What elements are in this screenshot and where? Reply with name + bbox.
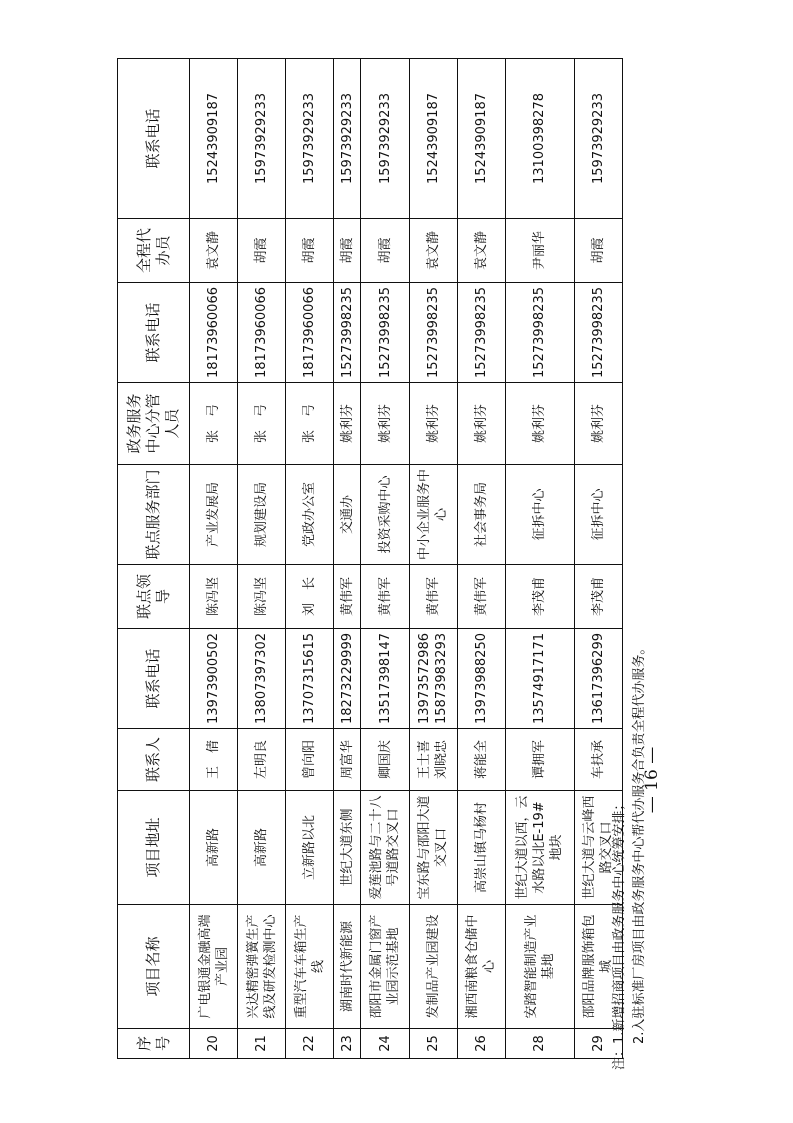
- table-cell: 高新路: [238, 791, 286, 905]
- table-cell: 23: [334, 1029, 361, 1059]
- column-header: 序号: [118, 1029, 190, 1059]
- column-header: 项目地址: [118, 791, 190, 905]
- table-cell: 爱莲池路与二十八号道路交叉口: [361, 791, 409, 905]
- table-cell: 谭拥军: [505, 729, 574, 791]
- column-header: 项目名称: [118, 905, 190, 1029]
- table-cell: 社会事务局: [457, 465, 505, 565]
- table-cell: 姚利芬: [409, 383, 457, 465]
- table-row: [286, 59, 334, 1059]
- table-row: [190, 59, 238, 1059]
- table-cell: 广电银通金融高端产业园: [190, 905, 238, 1029]
- table-cell: 13517398147: [361, 629, 409, 729]
- table-cell: 13574917171: [505, 629, 574, 729]
- table-cell: 发制品产业园建设: [409, 905, 457, 1029]
- table-cell: 13617396299: [574, 629, 622, 729]
- table-cell: 姚利芬: [574, 383, 622, 465]
- table-cell: 28: [505, 1029, 574, 1059]
- table-cell: 投资采购中心: [361, 465, 409, 565]
- table-cell: 邵阳市金属门窗产业园示范基地: [361, 905, 409, 1029]
- table-row: [457, 59, 505, 1059]
- table-cell: 湘西南粮食仓储中心: [457, 905, 505, 1029]
- table-cell: 15273998235: [574, 283, 622, 383]
- table-cell: 黄伟军: [334, 565, 361, 629]
- table-cell: 13973900502: [190, 629, 238, 729]
- table-cell: 征拆中心: [505, 465, 574, 565]
- column-header: 联点领导: [118, 565, 190, 629]
- table-row: [334, 59, 361, 1059]
- table-cell: 李茂甫: [574, 565, 622, 629]
- table-cell: 15243909187: [457, 59, 505, 219]
- table-cell: 周富华: [334, 729, 361, 791]
- table-cell: 尹丽华: [505, 219, 574, 283]
- table-cell: 交通办: [334, 465, 361, 565]
- table-cell: 胡霞: [361, 219, 409, 283]
- table-cell: 15273998235: [457, 283, 505, 383]
- table-cell: 18173960066: [286, 283, 334, 383]
- table-cell: 卿国庆: [361, 729, 409, 791]
- table-cell: 胡霞: [238, 219, 286, 283]
- table-row: [361, 59, 409, 1059]
- table-header-row: [118, 59, 190, 1059]
- table-cell: 安踏智能制造产业基地: [505, 905, 574, 1029]
- table-cell: 立新路以北: [286, 791, 334, 905]
- column-header: 联系电话: [118, 59, 190, 219]
- table-cell: 李茂甫: [505, 565, 574, 629]
- table-body: [190, 59, 623, 1059]
- table-cell: 陈冯坚: [238, 565, 286, 629]
- table-cell: 重型汽车车箱生产线: [286, 905, 334, 1029]
- table-cell: 姚利芬: [505, 383, 574, 465]
- table-cell: 29: [574, 1029, 622, 1059]
- table-cell: 姚利芬: [361, 383, 409, 465]
- table-cell: 世纪大道以西，云水路以北E-19#地块: [505, 791, 574, 905]
- table-cell: 张 弓: [238, 383, 286, 465]
- table-cell: 24: [361, 1029, 409, 1059]
- table-cell: 邵阳品牌服饰箱包城: [574, 905, 622, 1029]
- column-header: 政务服务中心分管人员: [118, 383, 190, 465]
- table-cell: 25: [409, 1029, 457, 1059]
- table-cell: 15973929233: [334, 59, 361, 219]
- table-cell: 袁文静: [457, 219, 505, 283]
- table-cell: 高新路: [190, 791, 238, 905]
- table-cell: 21: [238, 1029, 286, 1059]
- landscape-table-container: [117, 59, 623, 1059]
- column-header: 联系人: [118, 729, 190, 791]
- table-row: [238, 59, 286, 1059]
- column-header: 联系电话: [118, 629, 190, 729]
- table-cell: 黄伟军: [361, 565, 409, 629]
- table-cell: 18173960066: [238, 283, 286, 383]
- project-contact-table: [117, 58, 623, 1059]
- table-cell: 湖南时代新能源: [334, 905, 361, 1029]
- table-cell: 姚利芬: [334, 383, 361, 465]
- table-cell: 胡霞: [334, 219, 361, 283]
- table-cell: 刘 长: [286, 565, 334, 629]
- table-cell: 18173960066: [190, 283, 238, 383]
- table-cell: 世纪大道东侧: [334, 791, 361, 905]
- table-cell: 黄伟军: [457, 565, 505, 629]
- table-cell: 15973929233: [238, 59, 286, 219]
- table-cell: 15973929233: [574, 59, 622, 219]
- table-cell: 蒋能全: [457, 729, 505, 791]
- table-row: [505, 59, 574, 1059]
- table-cell: 15273998235: [361, 283, 409, 383]
- table-cell: 15973929233: [286, 59, 334, 219]
- column-header: 联系电话: [118, 283, 190, 383]
- table-cell: 中小企业服务中心: [409, 465, 457, 565]
- table-cell: 15273998235: [409, 283, 457, 383]
- table-cell: 15243909187: [409, 59, 457, 219]
- table-cell: 22: [286, 1029, 334, 1059]
- table-cell: 王士喜 刘晓忠: [409, 729, 457, 791]
- table-cell: 党政办公室: [286, 465, 334, 565]
- table-cell: 胡霞: [286, 219, 334, 283]
- table-cell: 15973929233: [361, 59, 409, 219]
- note-line-2: 2.入驻标准厂房项目由政务服务中心帮代办服务合负责全程代办服务。: [632, 641, 647, 1044]
- table-cell: 13973572986 15873983293: [409, 629, 457, 729]
- table-cell: 20: [190, 1029, 238, 1059]
- table-cell: 26: [457, 1029, 505, 1059]
- table-cell: 15273998235: [505, 283, 574, 383]
- table-cell: 13707315615: [286, 629, 334, 729]
- table-cell: 姚利芬: [457, 383, 505, 465]
- table-cell: 宝东路与邵阳大道交叉口: [409, 791, 457, 905]
- table-cell: 产业发展局: [190, 465, 238, 565]
- column-header: 全程代办员: [118, 219, 190, 283]
- table-cell: 车扶承: [574, 729, 622, 791]
- table-cell: 15243909187: [190, 59, 238, 219]
- table-cell: 张 弓: [190, 383, 238, 465]
- table-cell: 袁文静: [190, 219, 238, 283]
- table-cell: 黄伟军: [409, 565, 457, 629]
- table-cell: 胡霞: [574, 219, 622, 283]
- page-number: — 16 —: [642, 746, 662, 814]
- table-cell: 张 弓: [286, 383, 334, 465]
- table-cell: 袁文静: [409, 219, 457, 283]
- table-cell: 陈冯坚: [190, 565, 238, 629]
- table-cell: 曾向阳: [286, 729, 334, 791]
- column-header: 联点服务部门: [118, 465, 190, 565]
- table-row: [409, 59, 457, 1059]
- table-cell: 15273998235: [334, 283, 361, 383]
- table-cell: 王 倩: [190, 729, 238, 791]
- table-cell: 13807397302: [238, 629, 286, 729]
- table-cell: 征拆中心: [574, 465, 622, 565]
- note-line-1: 注：1.新增招商项目由政务服务中心统筹安排；: [612, 797, 627, 1070]
- table-cell: 13973988250: [457, 629, 505, 729]
- table-cell: 左明良: [238, 729, 286, 791]
- table-cell: 兴达精密弹簧生产线及研发检测中心: [238, 905, 286, 1029]
- table-cell: 规划建设局: [238, 465, 286, 565]
- table-cell: 高崇山镇马杨村: [457, 791, 505, 905]
- table-cell: 18273229999: [334, 629, 361, 729]
- table-cell: 世纪大道与云峰西路交叉口: [574, 791, 622, 905]
- table-cell: 13100398278: [505, 59, 574, 219]
